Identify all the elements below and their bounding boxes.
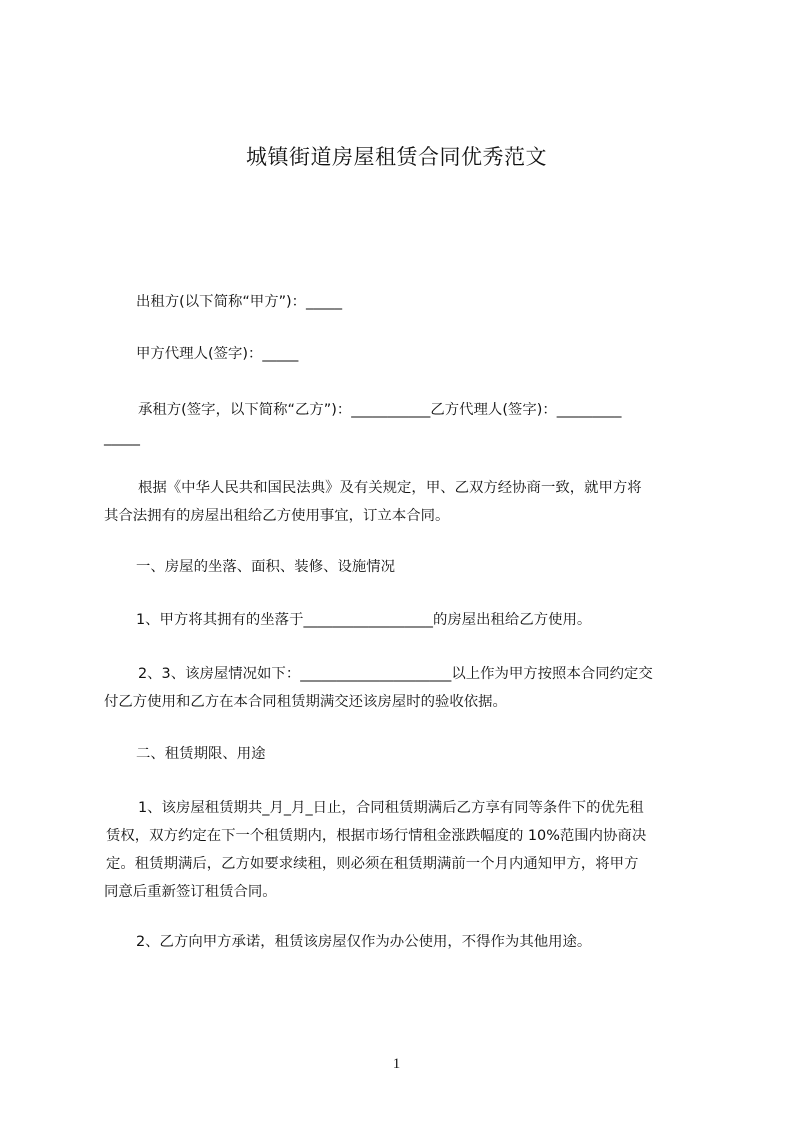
clause-1-2-line-1: 2、3、该房屋情况如下：_____________________以上作为甲方按照本合同约定交 (138, 666, 653, 682)
lessor-text: 出租方(以下简称“甲方”)：_____ (136, 294, 343, 310)
lessee-paragraph (104, 396, 708, 452)
lessor-agent-line (136, 340, 740, 368)
preamble-line-2: 其合法拥有的房屋出租给乙方使用事宜，订立本合同。 (104, 508, 450, 524)
clause-2-1 (104, 794, 708, 906)
document-title: 城镇街道房屋租赁合同优秀范文 (246, 145, 547, 169)
preamble-line-1: 根据《中华人民共和国民法典》及有关规定，甲、乙双方经协商一致，就甲方将 (138, 480, 642, 496)
section-1-heading-text: 一、房屋的坐落、面积、装修、设施情况 (136, 559, 396, 575)
preamble-paragraph (104, 474, 708, 530)
clause-1-2-line-2: 付乙方使用和乙方在本合同租赁期满交还该房屋时的验收依据。 (104, 694, 507, 710)
clause-2-2 (136, 928, 740, 956)
section-2-heading-text: 二、租赁期限、用途 (136, 746, 266, 762)
lessee-line-1: 承租方(签字，以下简称“乙方”)：___________乙方代理人(签字)：_________ (138, 402, 622, 418)
clause-1-1 (136, 606, 740, 634)
clause-2-1-line-1: 1、该房屋租赁期共_月_月_日止，合同租赁期满后乙方享有同等条件下的优先租 (138, 800, 644, 816)
section-2-heading (136, 740, 740, 768)
lessor-line (136, 288, 740, 316)
clause-2-1-line-2: 赁权，双方约定在下一个租赁期内，根据市场行情租金涨跌幅度的 10%范围内协商决 (106, 828, 647, 844)
clause-1-1-text: 1、甲方将其拥有的坐落于__________________的房屋出租给乙方使用。 (136, 612, 592, 628)
clause-2-2-text: 2、乙方向甲方承诺，租赁该房屋仅作为办公使用，不得作为其他用途。 (136, 934, 592, 950)
clause-1-2 (104, 660, 708, 716)
lessee-line-2: _____ (104, 430, 140, 446)
page-number: 1 (392, 1056, 401, 1072)
clause-2-1-line-3: 定。租赁期满后，乙方如要求续租，则必须在租赁期满前一个月内通知甲方，将甲方 (106, 856, 639, 872)
lessor-agent-text: 甲方代理人(签字)：_____ (136, 346, 299, 362)
clause-2-1-line-4: 同意后重新签订租赁合同。 (104, 884, 277, 900)
section-1-heading (136, 553, 740, 581)
